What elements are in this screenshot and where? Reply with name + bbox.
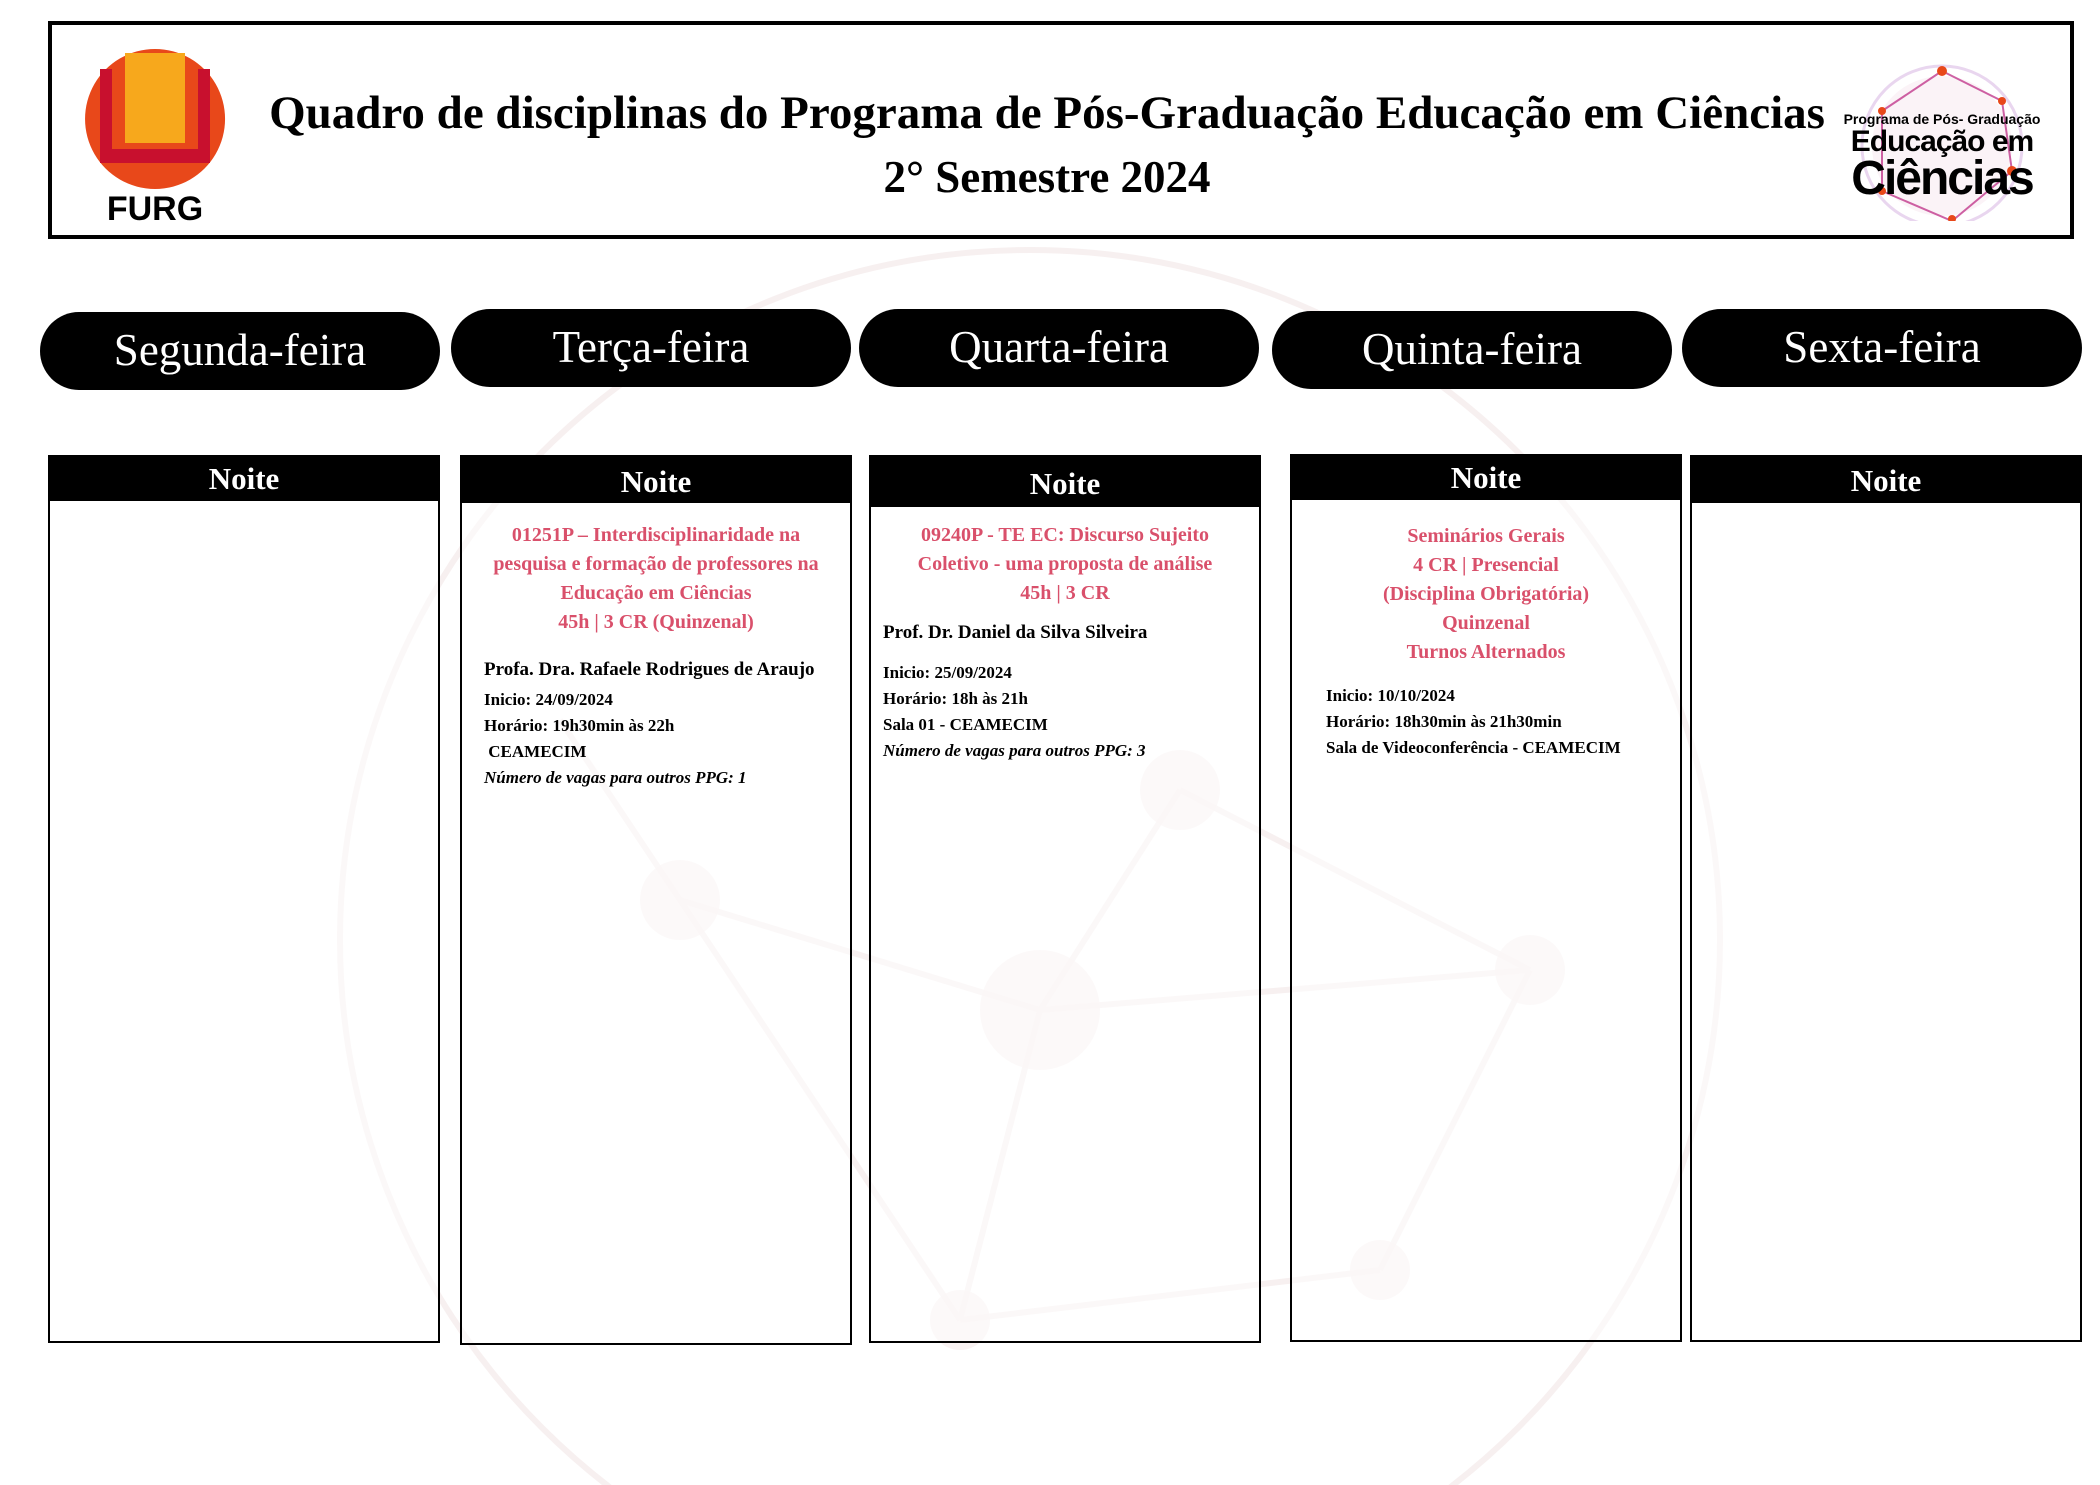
course-title: [871, 521, 1259, 608]
day-thursday: Quinta-feira: [1272, 311, 1672, 389]
shift-header: Noite: [871, 457, 1259, 507]
course-line: 45h | 3 CR: [1020, 582, 1110, 604]
course-room: Sala de Videoconferência - CEAMECIM: [1326, 738, 1621, 757]
course-room: Sala 01 - CEAMECIM: [883, 715, 1048, 734]
furg-logo: [80, 39, 230, 229]
course-start: Inicio: 10/10/2024: [1326, 686, 1455, 705]
schedule-column-monday: [48, 455, 440, 1343]
course-start: Inicio: 25/09/2024: [883, 663, 1012, 682]
day-wednesday: Quarta-feira: [859, 309, 1259, 387]
course-room: CEAMECIM: [484, 742, 587, 761]
shift-header: Noite: [1692, 457, 2080, 503]
ppg-logo-line2: Educação em: [1850, 125, 2034, 158]
schedule-column-tuesday: [460, 455, 852, 1345]
course-professor: Prof. Dr. Daniel da Silva Silveira: [883, 622, 1148, 643]
course-time: Horário: 18h30min às 21h30min: [1326, 712, 1562, 731]
course-time: Horário: 18h às 21h: [883, 689, 1028, 708]
course-line: Educação em Ciências: [560, 582, 752, 604]
day-monday: Segunda-feira: [40, 312, 440, 390]
header-banner: [48, 21, 2074, 239]
course-line: pesquisa e formação de professores na: [493, 553, 819, 575]
course-vagas: Número de vagas para outros PPG: 1: [484, 768, 747, 787]
page-subtitle: 2° Semestre 2024: [883, 152, 1211, 202]
course-time: Horário: 19h30min às 22h: [484, 716, 675, 735]
course-professor: Profa. Dra. Rafaele Rodrigues de Araujo: [484, 659, 815, 680]
furg-logo-text: FURG: [106, 190, 204, 228]
course-title: [1292, 522, 1680, 667]
page-title: Quadro de disciplinas do Programa de Pós-Graduação Educação em Ciências: [269, 87, 1825, 139]
course-line: Seminários Gerais: [1407, 525, 1565, 547]
course-start: Inicio: 24/09/2024: [484, 690, 613, 709]
schedule-column-friday: [1690, 455, 2082, 1342]
course-line: 4 CR | Presencial: [1413, 554, 1559, 576]
course-line: 01251P – Interdisciplinaridade na: [511, 524, 801, 546]
shift-header: Noite: [462, 457, 850, 503]
course-line: Coletivo - uma proposta de análise: [917, 553, 1213, 575]
ppg-logo-line3: Ciências: [1851, 152, 2033, 205]
course-line: 45h | 3 CR (Quinzenal): [558, 611, 754, 633]
course-line: Turnos Alternados: [1406, 641, 1566, 663]
course-line: Quinzenal: [1442, 612, 1530, 634]
ppg-logo: [1842, 51, 2042, 221]
furg-logo-icon: [80, 39, 230, 189]
ppg-logo-line1: Programa de Pós- Graduação: [1843, 111, 2041, 127]
day-friday: Sexta-feira: [1682, 309, 2082, 387]
course-title: [462, 521, 850, 637]
course-line: (Disciplina Obrigatória): [1382, 583, 1590, 605]
shift-header: Noite: [1292, 456, 1680, 500]
schedule-column-wednesday: [869, 455, 1261, 1343]
day-tuesday: Terça-feira: [451, 309, 851, 387]
schedule-column-thursday: [1290, 454, 1682, 1342]
course-line: 09240P - TE EC: Discurso Sujeito: [921, 524, 1209, 546]
course-vagas: Número de vagas para outros PPG: 3: [883, 741, 1146, 760]
shift-header: Noite: [50, 457, 438, 501]
